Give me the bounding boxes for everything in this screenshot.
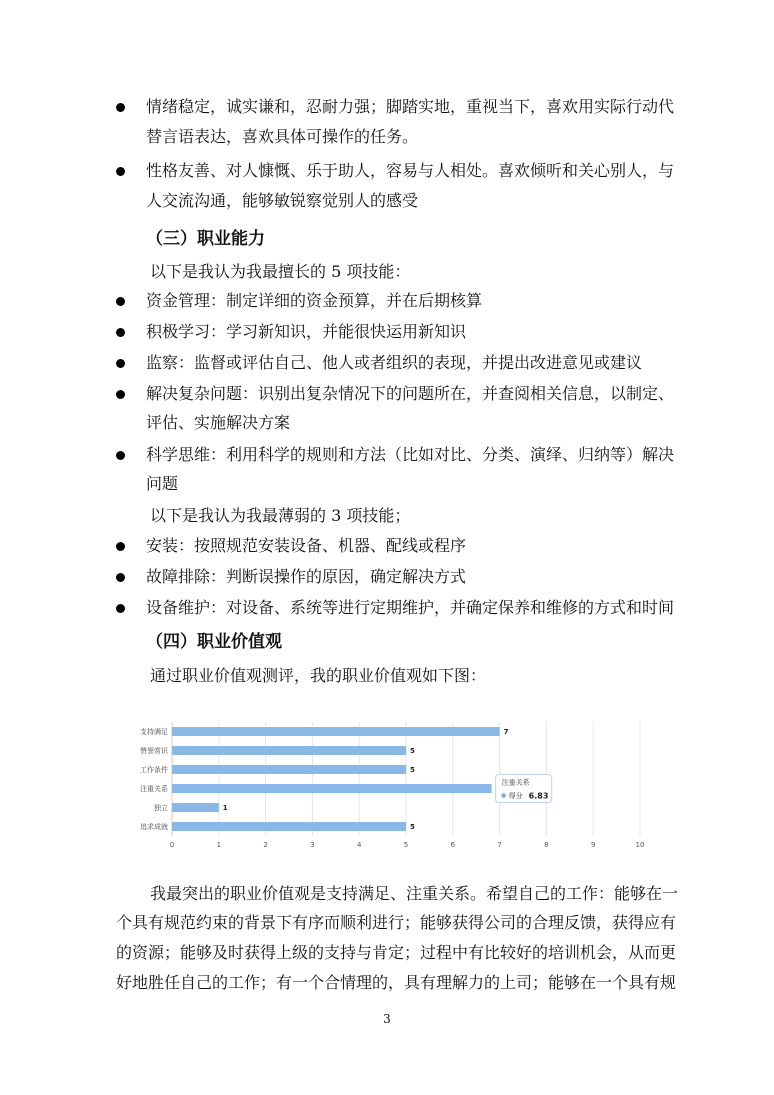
bar-value-label: 7 — [503, 728, 509, 736]
bullet-icon — [116, 451, 125, 460]
trait-line: 替言语表达，喜欢具体可操作的任务。 — [146, 127, 419, 146]
x-tick-label: 9 — [590, 841, 596, 849]
bar-value-label: 1 — [222, 804, 228, 812]
category-label: 支持满足 — [140, 728, 168, 736]
bar — [172, 822, 406, 831]
section-heading-abilities: （三）职业能力 — [146, 229, 265, 249]
tooltip-series-label: 得分 — [508, 792, 523, 800]
bullet-icon — [116, 297, 125, 306]
bullet-icon — [116, 103, 125, 112]
bar-value-label: 5 — [410, 747, 415, 755]
bullet-icon — [116, 390, 125, 399]
tooltip-dot-icon — [501, 793, 506, 798]
weak-skills-intro: 以下是我认为我最薄弱的 3 项技能； — [150, 506, 411, 525]
section-heading-values: （四）职业价值观 — [146, 632, 282, 652]
x-tick-label: 10 — [635, 841, 645, 849]
skill-line: 解决复杂问题：识别出复杂情况下的问题所在，并查阅相关信息，以制定、 — [146, 384, 675, 403]
skill-line: 监察：监督或评估自己、他人或者组织的表现，并提出改进意见或建议 — [146, 353, 643, 372]
bar-value-label: 5 — [410, 823, 415, 831]
bar — [172, 803, 219, 812]
skill-line: 积极学习：学习新知识，并能很快运用新知识 — [146, 322, 467, 341]
values-bar-chart — [120, 716, 650, 851]
x-tick-label: 0 — [169, 841, 175, 849]
skill-line: 评估、实施解决方案 — [146, 413, 291, 432]
skill-line: 科学思维：利用科学的规则和方法（比如对比、分类、演绎、归纳等）解决 — [146, 445, 675, 464]
bullet-icon — [116, 573, 125, 582]
bullet-icon — [116, 359, 125, 368]
trait-line: 人交流沟通，能够敏锐察觉别人的感受 — [146, 191, 419, 210]
bar — [172, 727, 500, 736]
conclusion-line: 的资源；能够及时获得上级的支持与肯定；过程中有比较好的培训机会，从而更 — [116, 943, 677, 962]
trait-line: 性格友善、对人慷慨、乐于助人，容易与人相处。喜欢倾听和关心别人，与 — [146, 161, 675, 180]
category-label: 赞誉赏识 — [140, 747, 168, 755]
conclusion-line: 好地胜任自己的工作；有一个合情理的，具有理解力的上司；能够在一个具有规 — [116, 973, 677, 992]
bullet-icon — [116, 328, 125, 337]
x-tick-label: 7 — [497, 841, 502, 849]
bullet-icon — [116, 167, 125, 176]
x-tick-label: 6 — [450, 841, 456, 849]
bar-value-label: 5 — [410, 766, 415, 774]
bar — [172, 784, 492, 793]
conclusion-line: 我最突出的职业价值观是支持满足、注重关系。希望自己的工作：能够在一 — [150, 884, 679, 903]
page-number: 3 — [383, 1012, 391, 1026]
x-tick-label: 8 — [544, 841, 549, 849]
x-tick-label: 2 — [263, 841, 268, 849]
values-intro: 通过职业价值观测评，我的职业价值观如下图： — [150, 666, 487, 685]
trait-line: 情绪稳定，诚实谦和，忍耐力强；脚踏实地，重视当下，喜欢用实际行动代 — [146, 97, 675, 116]
tooltip-value: 6.83 — [528, 791, 549, 801]
x-tick-label: 1 — [216, 841, 222, 849]
x-tick-label: 5 — [403, 841, 409, 849]
category-label: 工作条件 — [140, 766, 168, 774]
skill-line: 问题 — [146, 474, 179, 493]
skill-line: 故障排除：判断误操作的原因，确定解决方式 — [146, 567, 467, 586]
x-tick-label: 3 — [310, 841, 315, 849]
category-label: 独立 — [154, 804, 168, 812]
tooltip-category: 注重关系 — [501, 778, 530, 787]
strong-skills-intro: 以下是我认为我最擅长的 5 项技能： — [150, 262, 411, 281]
bullet-icon — [116, 542, 125, 551]
x-tick-label: 4 — [356, 841, 362, 849]
bullet-icon — [116, 604, 125, 613]
bar — [172, 765, 406, 774]
category-label: 追求成就 — [140, 823, 168, 831]
conclusion-line: 个具有规范约束的背景下有序而顺利进行；能够获得公司的合理反馈，获得应有 — [116, 913, 677, 932]
skill-line: 设备维护：对设备、系统等进行定期维护，并确定保养和维修的方式和时间 — [146, 598, 675, 617]
category-label: 注重关系 — [140, 785, 168, 793]
bar — [172, 746, 406, 755]
skill-line: 安装：按照规范安装设备、机器、配线或程序 — [146, 536, 467, 555]
skill-line: 资金管理：制定详细的资金预算，并在后期核算 — [146, 291, 483, 310]
